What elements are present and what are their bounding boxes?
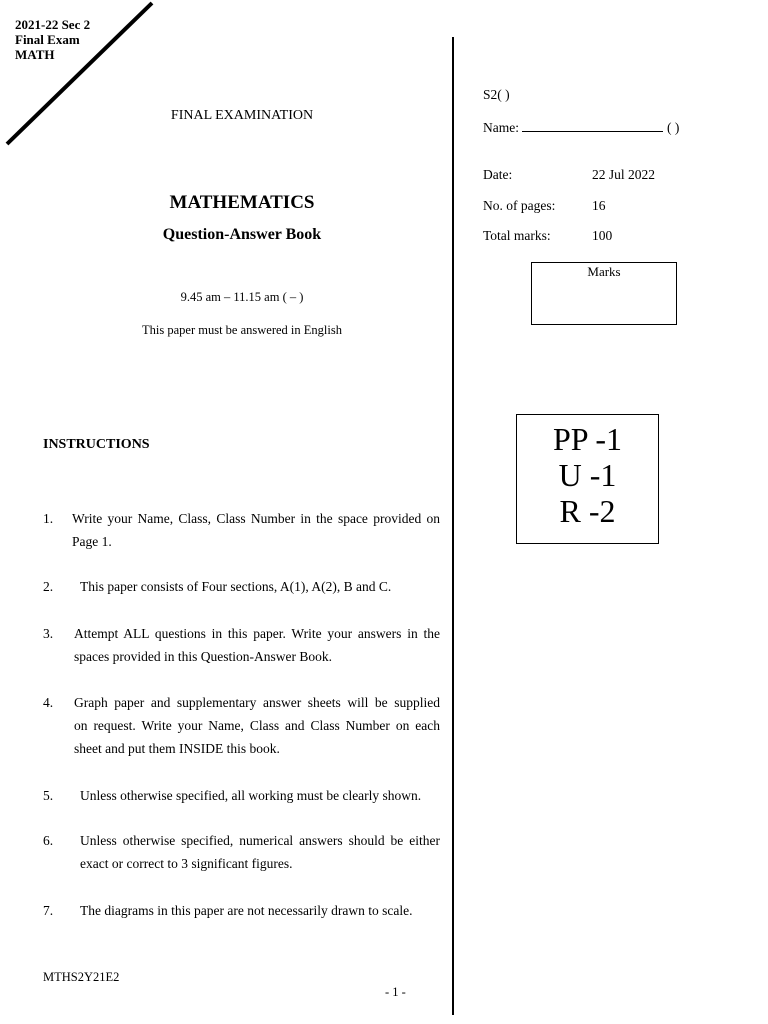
code-box bbox=[516, 414, 659, 544]
instruction-text bbox=[80, 899, 440, 922]
code-line-pp: PP -1 bbox=[552, 421, 623, 457]
instruction-line: Unless otherwise specified, numerical answers should be either bbox=[80, 833, 440, 848]
instruction-line: Graph paper and supplementary answer sheets will be supplied bbox=[74, 695, 440, 710]
total-marks-value: 100 bbox=[592, 228, 613, 243]
instruction-number: 4. bbox=[43, 695, 54, 710]
instruction-line: sheet and put them INSIDE this book. bbox=[74, 741, 280, 756]
class-number-field: ( ) bbox=[667, 120, 680, 135]
code-line-r: R -2 bbox=[559, 493, 616, 529]
exam-time: 9.45 am – 11.15 am ( – ) bbox=[180, 290, 304, 304]
instruction-line: Page 1. bbox=[72, 534, 112, 549]
instruction-number: 3. bbox=[43, 626, 54, 641]
pages-value: 16 bbox=[592, 198, 606, 213]
instruction-number: 2. bbox=[43, 579, 54, 594]
name-field bbox=[483, 118, 679, 136]
name-blank-line bbox=[522, 118, 663, 132]
marks-box bbox=[531, 262, 677, 325]
instruction-item bbox=[43, 899, 440, 922]
subject-title: MATHEMATICS bbox=[169, 192, 315, 213]
code-line-u: U -1 bbox=[558, 457, 617, 493]
instruction-item bbox=[43, 575, 440, 598]
name-label: Name: bbox=[483, 120, 519, 135]
date-value: 22 Jul 2022 bbox=[592, 167, 656, 182]
instruction-number: 6. bbox=[43, 833, 54, 848]
date-label: Date: bbox=[483, 167, 513, 182]
instructions-title: INSTRUCTIONS bbox=[43, 437, 150, 452]
instruction-text bbox=[80, 784, 440, 807]
instruction-text bbox=[80, 829, 440, 875]
instruction-number: 7. bbox=[43, 903, 54, 918]
instruction-item bbox=[43, 691, 440, 760]
corner-label-subject: MATH bbox=[15, 47, 55, 62]
instruction-line: exact or correct to 3 significant figures. bbox=[80, 856, 293, 871]
instruction-line: on request. Write your Name, Class and Class Number on each bbox=[74, 718, 440, 733]
instruction-line: The diagrams in this paper are not necessarily drawn to scale. bbox=[80, 903, 413, 918]
column-divider bbox=[452, 37, 454, 1015]
instruction-number: 1. bbox=[43, 511, 54, 526]
book-title: Question-Answer Book bbox=[162, 226, 322, 243]
instruction-line: Attempt ALL questions in this paper. Write your answers in the bbox=[74, 626, 440, 641]
corner-diagonal-line bbox=[0, 0, 160, 150]
page-number: - 1 - bbox=[385, 985, 406, 999]
instruction-number: 5. bbox=[43, 788, 54, 803]
corner-label-year: 2021-22 Sec 2 bbox=[15, 17, 91, 32]
instruction-text bbox=[72, 507, 440, 553]
marks-box-label: Marks bbox=[587, 264, 621, 279]
instruction-item bbox=[43, 784, 440, 807]
instruction-line: Write your Name, Class, Class Number in the space provided on bbox=[72, 511, 440, 526]
total-marks-label: Total marks: bbox=[483, 228, 551, 243]
language-note: This paper must be answered in English bbox=[142, 323, 342, 337]
instruction-item bbox=[43, 622, 440, 668]
instruction-item bbox=[43, 829, 440, 875]
instruction-text bbox=[74, 622, 440, 668]
instruction-line: This paper consists of Four sections, A(1), A(2), B and C. bbox=[80, 579, 392, 594]
instruction-item bbox=[43, 507, 440, 553]
instruction-text bbox=[74, 691, 440, 760]
class-field: S2( ) bbox=[483, 87, 510, 102]
exam-title: FINAL EXAMINATION bbox=[170, 108, 314, 123]
instruction-text bbox=[80, 575, 440, 598]
pages-label: No. of pages: bbox=[483, 198, 556, 213]
instruction-line: Unless otherwise specified, all working must be clearly shown. bbox=[80, 788, 422, 803]
instruction-line: spaces provided in this Question-Answer Book. bbox=[74, 649, 332, 664]
paper-code: MTHS2Y21E2 bbox=[43, 970, 120, 984]
corner-label-exam: Final Exam bbox=[15, 32, 80, 47]
